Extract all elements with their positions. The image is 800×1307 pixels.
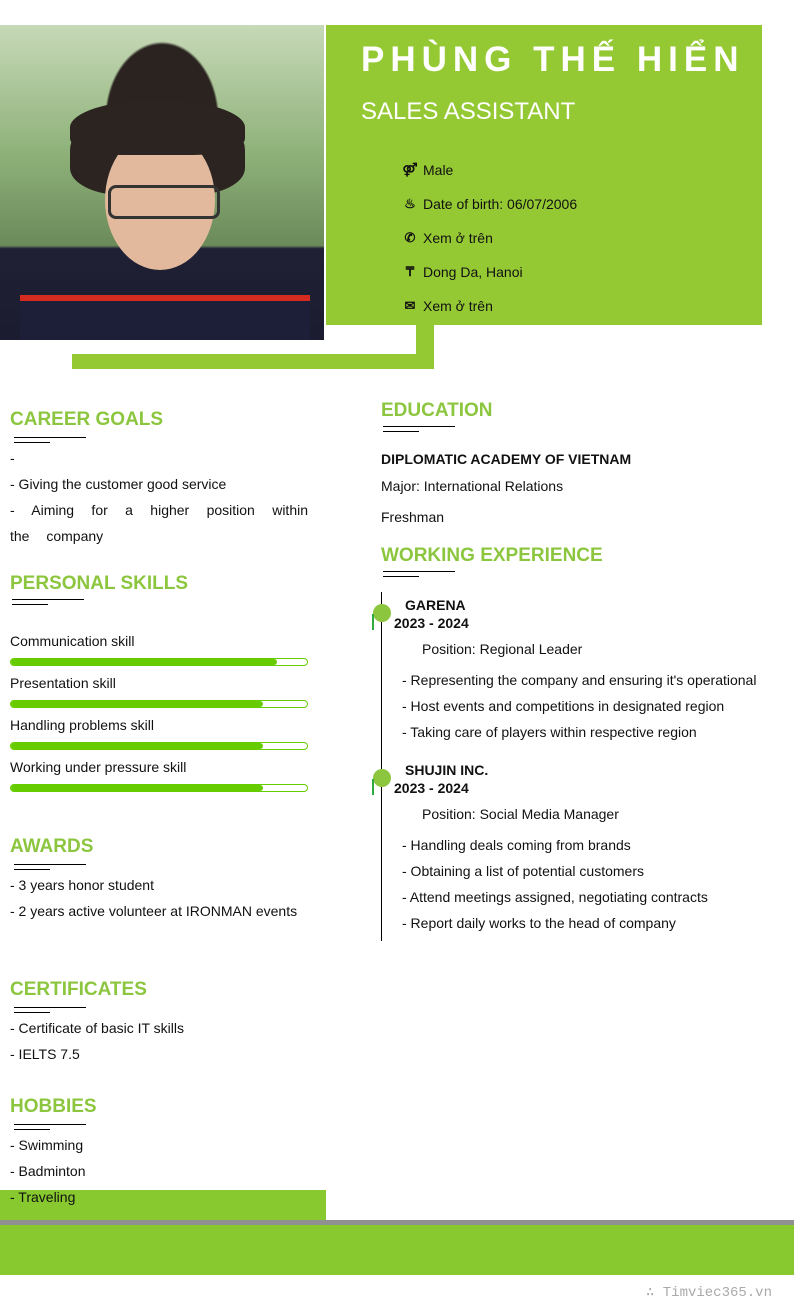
phone-icon: ✆ <box>404 230 416 245</box>
certificate-item: - IELTS 7.5 <box>10 1046 80 1062</box>
certificate-item: - Certificate of basic IT skills <box>10 1020 185 1036</box>
info-row <box>401 196 577 212</box>
info-text: Xem ở trên <box>423 230 493 246</box>
email-icon: ✉ <box>404 298 416 313</box>
job-title: SALES ASSISTANT <box>361 98 576 125</box>
job-duty: - Representing the company and ensuring it's operational <box>402 672 757 688</box>
info-row <box>401 264 523 280</box>
job-position: Position: Regional Leader <box>422 641 583 657</box>
info-row <box>401 230 493 246</box>
section-title-experience: WORKING EXPERIENCE <box>381 545 603 566</box>
section-title-education: EDUCATION <box>381 400 493 421</box>
section-title-skills: PERSONAL SKILLS <box>10 573 189 594</box>
skill-bar <box>10 658 308 666</box>
career-goals-text <box>10 445 308 549</box>
timeline-dot <box>373 769 391 787</box>
timeline-line <box>381 592 382 941</box>
section-title-career-goals: CAREER GOALS <box>10 409 164 430</box>
timeline-tick <box>372 779 374 795</box>
job-duty: - Report daily works to the head of company <box>402 915 676 931</box>
job-position: Position: Social Media Manager <box>422 806 619 822</box>
hobby-item: - Badminton <box>10 1163 86 1179</box>
section-title-hobbies: HOBBIES <box>10 1096 97 1117</box>
skill-label: Presentation skill <box>10 675 116 691</box>
info-text: Dong Da, Hanoi <box>423 264 523 280</box>
job-duty: - Taking care of players within respective region <box>402 724 697 740</box>
skill-bar <box>10 742 308 750</box>
goal-line: - Aiming for a higher position within the company <box>10 502 308 544</box>
company-name: GARENA <box>405 597 466 613</box>
job-period: 2023 - 2024 <box>394 615 469 631</box>
signpost-icon: ₸ <box>405 264 415 279</box>
job-period: 2023 - 2024 <box>394 780 469 796</box>
candidate-name: PHÙNG THẾ HIỂN <box>361 40 745 79</box>
info-text: Date of birth: 06/07/2006 <box>423 196 578 212</box>
job-duty: - Host events and competitions in designated region <box>402 698 725 714</box>
skill-bar-fill <box>11 743 263 749</box>
skill-bar <box>10 784 308 792</box>
skill-label: Handling problems skill <box>10 717 154 733</box>
watermark: ∴ Timviec365.vn <box>645 1285 772 1301</box>
skill-label: Communication skill <box>10 633 135 649</box>
certificates-list <box>10 1015 184 1067</box>
job-duty: - Attend meetings assigned, negotiating contracts <box>402 889 708 905</box>
goal-line: - Giving the customer good service <box>10 476 227 492</box>
footer-band <box>0 1225 794 1275</box>
skill-bar-fill <box>11 659 277 665</box>
skill-bar <box>10 700 308 708</box>
skill-label: Working under pressure skill <box>10 759 187 775</box>
hobby-item: - Swimming <box>10 1137 84 1153</box>
info-row <box>401 162 453 178</box>
major: Major: International Relations <box>381 478 564 494</box>
decor-bar <box>72 354 434 369</box>
job-duty: - Obtaining a list of potential customers <box>402 863 645 879</box>
profile-photo <box>0 25 324 340</box>
school-name: DIPLOMATIC ACADEMY OF VIETNAM <box>381 451 632 467</box>
section-title-certificates: CERTIFICATES <box>10 979 147 1000</box>
award-item: - 3 years honor student <box>10 877 154 893</box>
goal-line: - <box>10 450 15 466</box>
skill-bar-fill <box>11 785 263 791</box>
hobby-item: - Traveling <box>10 1189 76 1205</box>
study-year: Freshman <box>381 509 445 525</box>
award-item: - 2 years active volunteer at IRONMAN events <box>10 903 298 919</box>
hobbies-list <box>10 1132 85 1210</box>
company-name: SHUJIN INC. <box>405 762 489 778</box>
info-text: Male <box>423 162 454 178</box>
job-duty: - Handling deals coming from brands <box>402 837 631 853</box>
birthday-cake-icon: ♨ <box>404 196 416 211</box>
skill-bar-fill <box>11 701 263 707</box>
section-title-awards: AWARDS <box>10 836 94 857</box>
timeline-dot <box>373 604 391 622</box>
info-row <box>401 298 493 314</box>
awards-list <box>10 872 297 924</box>
info-text: Xem ở trên <box>423 298 493 314</box>
timeline-tick <box>372 614 374 630</box>
gender-icon: ⚤ <box>402 162 418 177</box>
